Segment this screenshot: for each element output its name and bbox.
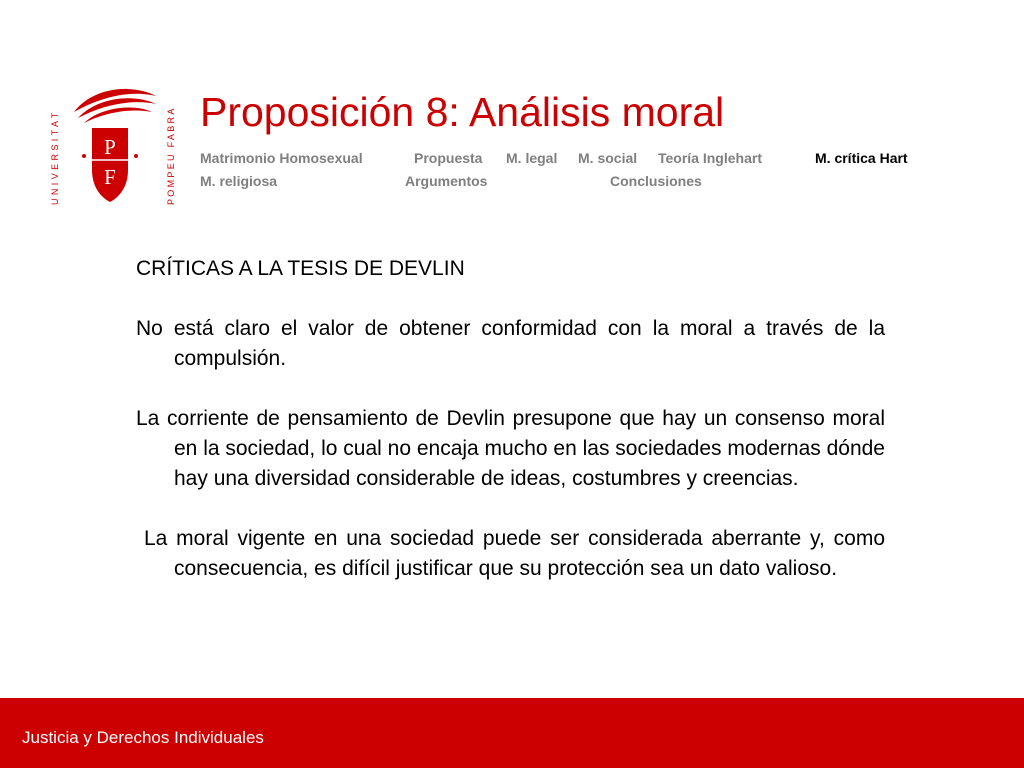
nav-link-m-critica-hart[interactable]: M. crítica Hart xyxy=(815,150,908,166)
nav-link-m-legal[interactable]: M. legal xyxy=(506,150,558,166)
nav-link-propuesta[interactable]: Propuesta xyxy=(414,150,483,166)
nav-link-argumentos[interactable]: Argumentos xyxy=(405,173,488,189)
paragraph-3: La moral vigente en una sociedad puede ser considerada aberrante y, como consecuencia, es difícil justificar que su protección sea un dato valioso. xyxy=(144,527,885,580)
nav-link-teoria-inglehart[interactable]: Teoría Inglehart xyxy=(658,150,762,166)
logo-letter-p: P xyxy=(104,135,116,159)
university-logo xyxy=(44,84,184,210)
footer-bar xyxy=(0,698,1024,768)
nav-link-m-religiosa[interactable]: M. religiosa xyxy=(200,173,278,189)
logo-text-pompeu-fabra: POMPEU FABRA xyxy=(166,106,176,205)
slide-body xyxy=(136,254,885,584)
upf-logo-icon xyxy=(44,84,184,210)
nav-link-conclusiones[interactable]: Conclusiones xyxy=(610,173,702,189)
slide-title: Proposición 8: Análisis moral xyxy=(200,89,725,135)
section-navigation xyxy=(200,148,960,198)
content-heading: CRÍTICAS A LA TESIS DE DEVLIN xyxy=(136,257,465,280)
nav-link-matrimonio-homosexual[interactable]: Matrimonio Homosexual xyxy=(200,150,363,166)
logo-text-universitat: UNIVERSITAT xyxy=(50,109,60,205)
logo-letter-f: F xyxy=(104,165,116,189)
paragraph-2: La corriente de pensamiento de Devlin presupone que hay un consenso moral en la sociedad, lo cual no encaja mucho en las sociedades modernas dónde hay una diversidad considerable de ideas, costumbres y creencias. xyxy=(136,407,885,490)
paragraph-1: No está claro el valor de obtener conformidad con la moral a través de la compulsión. xyxy=(136,317,885,370)
nav-link-m-social[interactable]: M. social xyxy=(578,150,638,166)
footer-course-title: Justicia y Derechos Individuales xyxy=(22,728,264,747)
